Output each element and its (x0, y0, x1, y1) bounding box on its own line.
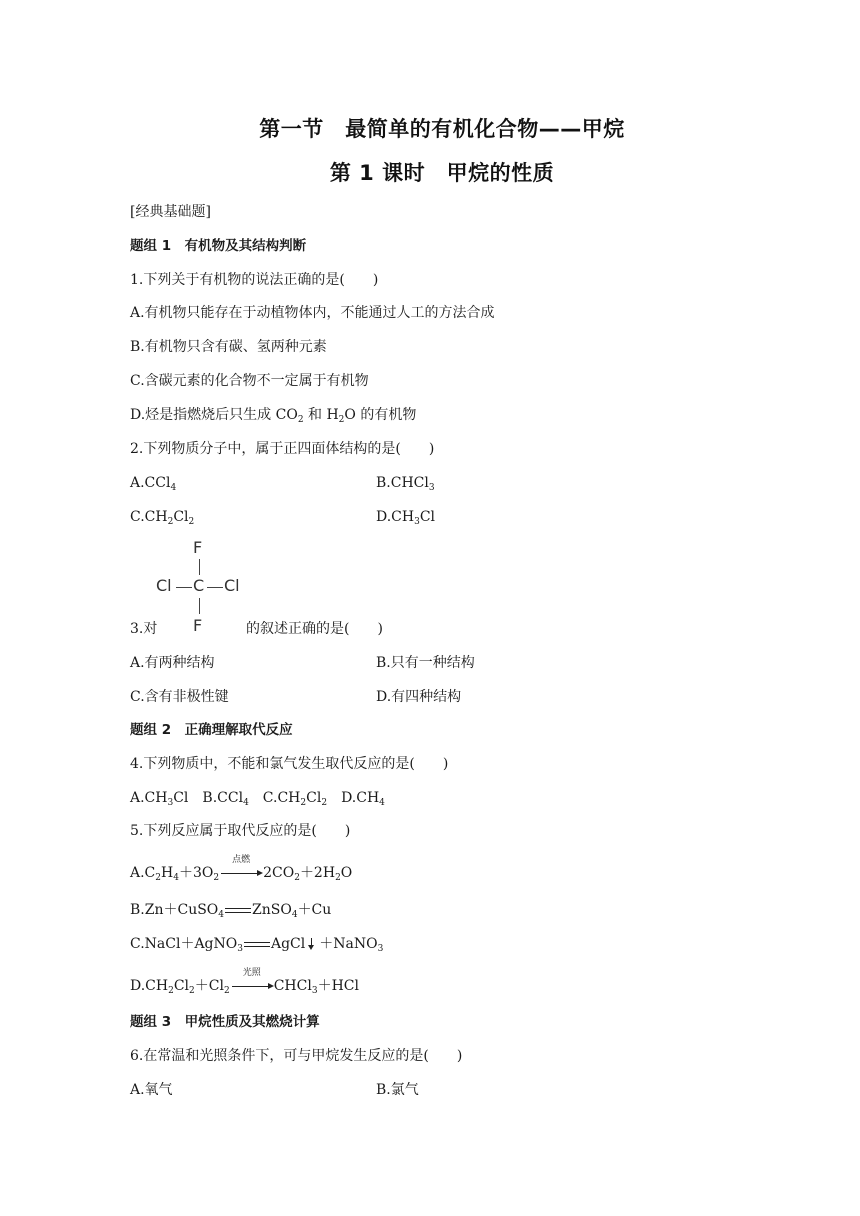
text-fragment: Cl (419, 509, 436, 525)
question-4-option-c (263, 790, 327, 806)
arrow-shaft (221, 873, 259, 874)
subscript: 4 (243, 798, 249, 808)
text-fragment: O 的有机物 (344, 407, 417, 423)
precipitate-arrow-icon (308, 937, 316, 951)
structural-formula-cf2cl2 (150, 538, 250, 638)
subscript: 2 (168, 986, 174, 996)
text-fragment: O (340, 865, 353, 881)
question-5-option-d (130, 968, 359, 996)
question-2-option-b (376, 474, 435, 492)
atom-right: Cl (224, 576, 240, 595)
text-fragment: A.CCl (130, 475, 171, 491)
question-6-option-b: B.氯气 (376, 1082, 419, 1098)
subscript: 2 (335, 873, 341, 883)
text-fragment: AgCl (270, 936, 306, 952)
question-4-option-b (202, 790, 248, 806)
text-fragment: ＋Cu (297, 902, 332, 918)
arrow-shaft (232, 986, 270, 987)
subscript: 2 (321, 798, 328, 808)
text-fragment: C.NaCl＋AgNO (130, 936, 238, 952)
subscript: 2 (188, 517, 195, 527)
group-heading-1: 题组 1 有机物及其结构判断 (130, 238, 307, 254)
text-fragment: Cl (173, 509, 189, 525)
subscript: 4 (218, 910, 225, 920)
subscript: 4 (379, 798, 385, 808)
reaction-arrow-icon (219, 855, 263, 882)
question-1-stem: 1.下列关于有机物的说法正确的是( ) (130, 272, 379, 288)
arrow-head (257, 870, 263, 876)
text-fragment: A.CH (130, 790, 168, 806)
text-fragment: ＋NaNO (319, 936, 378, 952)
bond-bottom (199, 598, 200, 614)
text-fragment: CHCl (273, 978, 312, 994)
subscript: 4 (173, 873, 179, 883)
question-3-option-b: B.只有一种结构 (376, 655, 475, 671)
text-fragment: B.Zn＋CuSO (130, 902, 219, 918)
question-4-options (130, 789, 385, 807)
question-4-option-a (130, 790, 188, 806)
text-fragment: A.C (130, 865, 156, 881)
text-fragment: Cl (173, 978, 190, 994)
text-fragment: B.CHCl (376, 475, 429, 491)
text-fragment: Cl (306, 790, 322, 806)
text-fragment: D.CH (130, 978, 169, 994)
subscript: 4 (291, 910, 298, 920)
group-heading-2: 题组 2 正确理解取代反应 (130, 722, 293, 738)
question-3-option-c: C.含有非极性键 (130, 689, 229, 705)
text-fragment: ZnSO (252, 902, 292, 918)
subscript: 3 (377, 944, 384, 954)
subscript: 2 (189, 986, 195, 996)
subscript: 2 (300, 798, 307, 808)
question-1-option-d (130, 406, 416, 424)
subscript: 2 (167, 517, 174, 527)
text-fragment: ＋HCl (317, 978, 359, 994)
question-3-option-d: D.有四种结构 (376, 689, 462, 705)
reaction-arrow-icon (230, 968, 274, 995)
arrow-head (268, 983, 274, 989)
atom-center: C (193, 576, 205, 595)
reaction-condition: 光照 (242, 968, 261, 978)
subscript: 3 (311, 986, 318, 996)
text-fragment: C.CH (262, 790, 301, 806)
section-label: [经典基础题] (130, 204, 211, 220)
question-1-option-a: A.有机物只能存在于动植物体内，不能通过人工的方法合成 (130, 305, 495, 321)
question-2-option-d (376, 508, 435, 526)
subscript: 2 (213, 873, 220, 883)
text-fragment: C.CH (130, 509, 168, 525)
subscript: 3 (428, 483, 435, 493)
subscript: 2 (223, 986, 230, 996)
arrow-head (308, 945, 314, 950)
text-fragment: 2CO (263, 865, 295, 881)
text-fragment: D.CH (376, 509, 415, 525)
subscript: 2 (294, 873, 300, 883)
atom-left: Cl (156, 576, 172, 595)
atom-bottom: F (193, 616, 203, 635)
subscript: 3 (237, 944, 243, 954)
bond-top (199, 559, 200, 575)
subscript: 2 (338, 415, 345, 425)
text-fragment: Cl (173, 790, 189, 806)
subscript: 4 (170, 483, 177, 493)
text-fragment: ＋Cl (194, 978, 224, 994)
group-heading-3: 题组 3 甲烷性质及其燃烧计算 (130, 1014, 320, 1030)
question-6-stem: 6.在常温和光照条件下，可与甲烷发生反应的是( ) (130, 1048, 463, 1064)
question-5-option-b (130, 901, 331, 919)
text-fragment: D.CH (341, 790, 380, 806)
question-4-option-d (341, 790, 385, 806)
question-4-stem: 4.下列物质中，不能和氯气发生取代反应的是( ) (130, 756, 449, 772)
reaction-condition: 点燃 (232, 855, 251, 865)
subscript: 3 (167, 798, 174, 808)
text-fragment: ＋2H (299, 865, 336, 881)
question-3-stem-suffix: 的叙述正确的是( ) (246, 621, 383, 637)
question-1-option-b: B.有机物只含有碳、氢两种元素 (130, 339, 327, 355)
text-fragment: B.CCl (202, 790, 244, 806)
question-3-stem-prefix: 3.对 (130, 621, 158, 637)
question-2-option-c (130, 508, 194, 526)
question-5-option-c (130, 935, 383, 953)
question-1-option-c: C.含碳元素的化合物不一定属于有机物 (130, 373, 369, 389)
question-5-stem: 5.下列反应属于取代反应的是( ) (130, 823, 351, 839)
bond-left (176, 587, 192, 588)
text-fragment: ＋3O (178, 865, 214, 881)
equals-sign-icon (243, 935, 271, 953)
bond-right (207, 587, 223, 588)
subscript: 2 (297, 415, 304, 425)
question-6-option-a: A.氧气 (130, 1082, 173, 1098)
page-subtitle: 第 1 课时 甲烷的性质 (329, 161, 555, 185)
text-fragment: D.烃是指燃烧后只生成 CO (130, 407, 298, 423)
question-5-option-a (130, 855, 353, 883)
page-title: 第一节 最简单的有机化合物——甲烷 (259, 117, 625, 141)
text-fragment: 和 H (303, 407, 339, 423)
question-2-option-a (130, 474, 176, 492)
question-2-stem: 2.下列物质分子中，属于正四面体结构的是( ) (130, 441, 435, 457)
atom-top: F (193, 538, 203, 557)
subscript: 2 (155, 873, 162, 883)
text-fragment: H (161, 865, 174, 881)
subscript: 3 (414, 517, 420, 527)
question-3-option-a: A.有两种结构 (130, 655, 215, 671)
equals-sign-icon (224, 901, 252, 919)
